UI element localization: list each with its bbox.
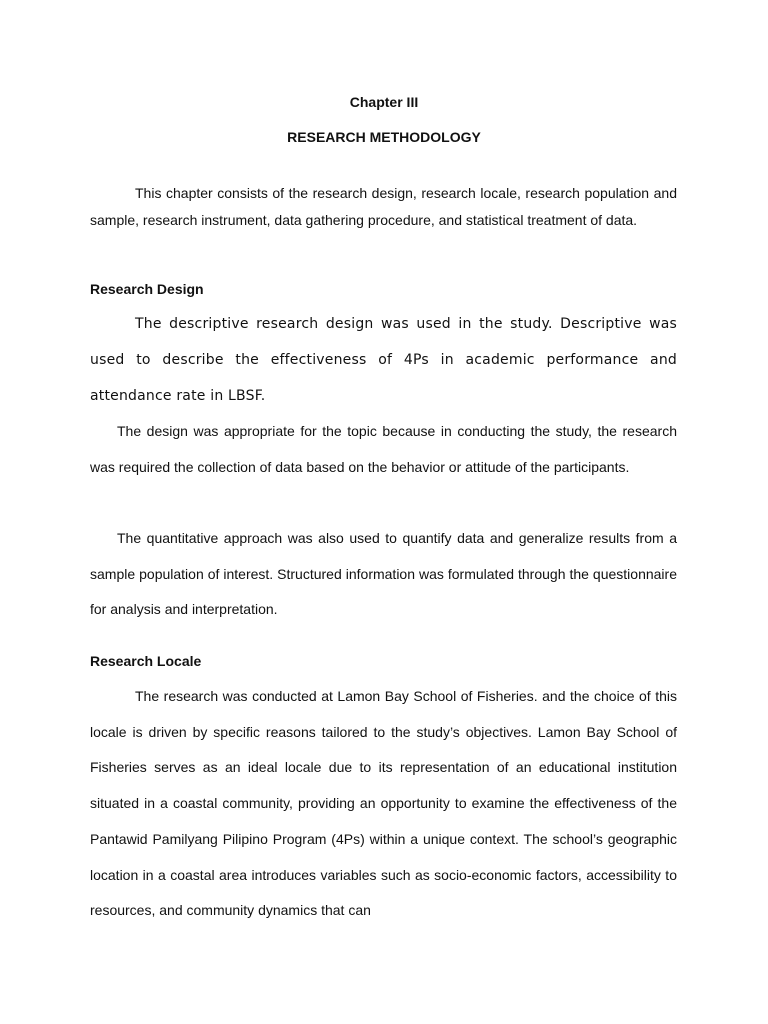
section-heading-research-locale: Research Locale (90, 653, 202, 669)
research-locale-paragraph-1: The research was conducted at Lamon Bay School of Fisheries. and the choice of this locale is driven by specific reasons tailored to the study’s objectives. Lamon Bay School of Fisheries serves as an ideal locale due to its representation of an educational institution situated in a coastal community, providing an opportunity to examine the effectiveness of the Pantawid Pamilyang Pilipino Program (4Ps) within a unique context. The school’s geographic location in a coastal area introduces variables such as socio-economic factors, accessibility to resources, and community dynamics that can (90, 688, 677, 919)
research-design-paragraph-2: The design was appropriate for the topic because in conducting the study, the research was required the collection of data based on the behavior or attitude of the participants. (90, 423, 677, 475)
section-heading-research-design: Research Design (90, 281, 204, 297)
chapter-title: RESEARCH METHODOLOGY (287, 129, 481, 145)
chapter-label: Chapter III (349, 94, 419, 110)
research-design-paragraph-1: The descriptive research design was used in the study. Descriptive was used to describe the effectiveness of 4Ps in academic performance and attendance rate in LBSF. (90, 316, 677, 404)
research-design-paragraph-3: The quantitative approach was also used to quantify data and generalize results from a sample population of interest. Structured information was formulated through the questionnaire for analysis and interpretation. (90, 530, 677, 617)
intro-paragraph: This chapter consists of the research design, research locale, research population and sample, research instrument, data gathering procedure, and statistical treatment of data. (90, 185, 677, 228)
